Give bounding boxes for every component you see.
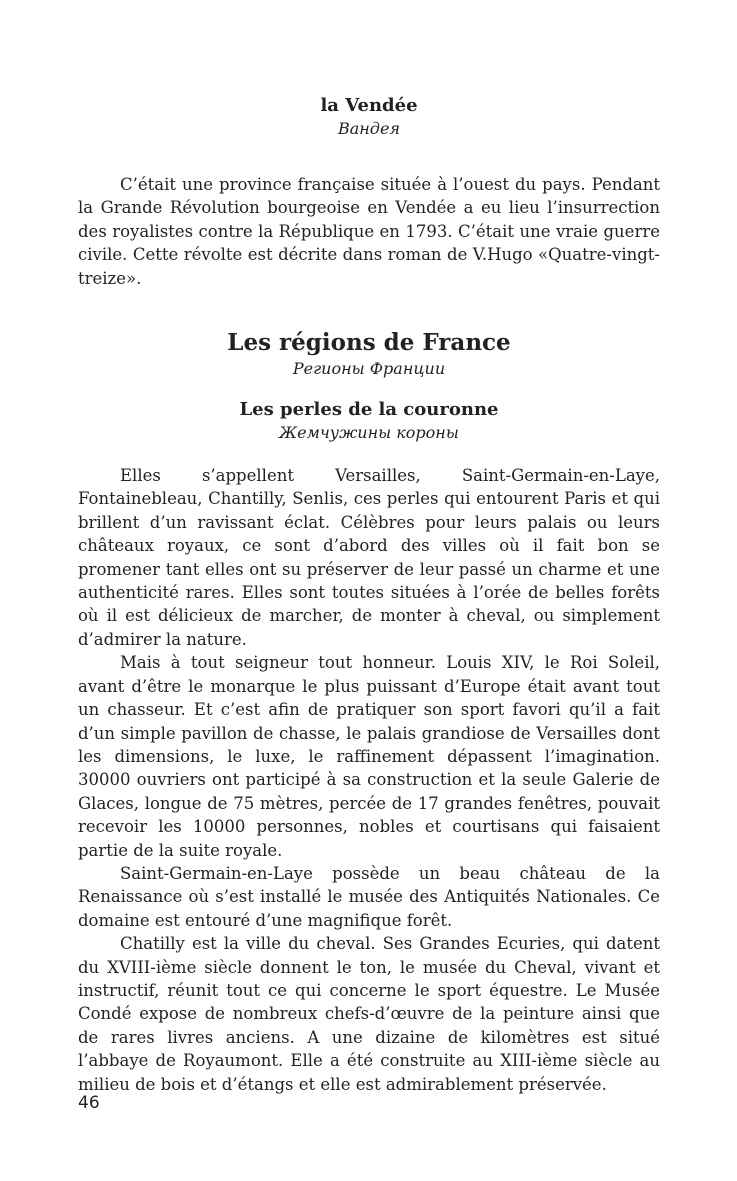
section-vendee-body [78, 173, 660, 290]
section-title: la Vendée [320, 95, 418, 116]
page-number: 46 [78, 1093, 100, 1113]
paragraph: Chatilly est la ville du cheval. Ses Grandes Ecuries, qui datent du XVIII-ième siècle donnent le ton, le musée du Cheval, vivant et instructif, réunit tout ce qui concerne le sport équestre. Le Musée Condé expose de nombreux chefs-d’œuvre de la peinture ainsi que de rares livres anciens. A une dizaine de kilomètres est situé l’abbaye de Royaumont. Elle a été construite au XIII-ième siècle au milieu de bois et d’étangs et elle est admirablement préservée. [78, 934, 660, 1094]
paragraph: Saint-Germain-en-Laye possède un beau château de la Renaissance où s’est installé le musée des Antiquités Nationales. Ce domaine est entouré d’une magnifique forêt. [78, 863, 660, 930]
section-subtitle: Вандея [337, 119, 401, 138]
subsection-heading [78, 398, 660, 444]
paragraph: Elles s’appellent Versailles, Saint-Germain-en-Laye, Fontainebleau, Chantilly, Senlis, ces perles qui entourent Paris et qui brillent d’un ravissant éclat. Célèbres pour leurs palais ou leurs châteaux royaux, ce sont d’abord des villes où il fait bon se promener tant elles ont su préserver de leur passé un charme et une authenticité rares. Elles sont toutes situées à l’orée de belles forêts où il est délicieux de marcher, de monter à cheval, ou simplement d’admirer la nature. [78, 466, 660, 649]
subsection-title: Les perles de la couronne [239, 399, 499, 421]
section-vendee-heading [78, 94, 660, 140]
page-content [78, 94, 660, 1096]
paragraph: Mais à tout seigneur tout honneur. Louis XIV, le Roi Soleil, avant d’être le monarque le plus puissant d’Europe était avant tout un chasseur. Et c’est afin de pratiquer son sport favori qu’il a fait d’un simple pavillon de chasse, le palais grandiose de Versailles dont les dimensions, le luxe, le raffinement dépassent l’imagination. 30000 ouvriers ont participé à sa construction et la seule Galerie de Glaces, longue de 75 mètres, percée de 17 grandes fenêtres, pouvait recevoir les 10000 personnes, nobles et courtisans qui faisaient partie de la suite royale. [78, 653, 660, 860]
chapter-title: Les régions de France [227, 329, 511, 357]
paragraph: C’était une province française située à l’ouest du pays. Pendant la Grande Révolution bourgeoise en Vendée a eu lieu l’insurrection des royalistes contre la République en 1793. C’était une vraie guerre civile. Cette révolte est décrite dans roman de V.Hugo «Quatre-vingt-treize». [78, 175, 660, 288]
subsection-subtitle: Жемчужины короны [279, 423, 459, 443]
chapter-subtitle: Регионы Франции [292, 359, 446, 379]
subsection-body [78, 464, 660, 1096]
chapter-heading [78, 328, 660, 380]
